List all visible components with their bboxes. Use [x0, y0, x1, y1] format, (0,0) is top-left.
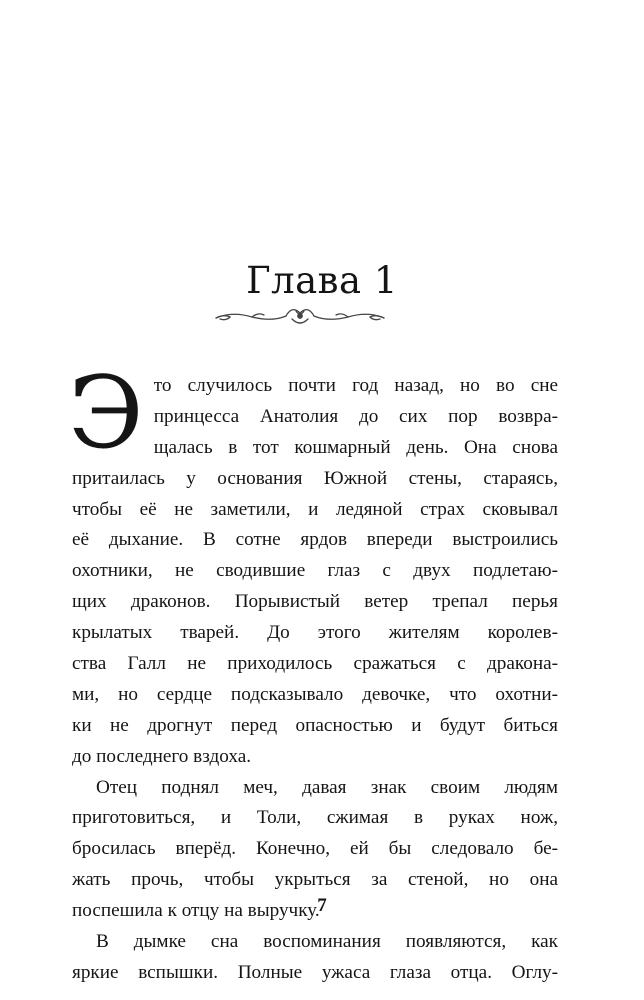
text-line: ства Галл не приходилось сражаться с драконa- — [72, 653, 558, 675]
text-line: то случилось почти год назад, но во сне — [153, 375, 558, 396]
text-line: В дымке сна воспоминания появляются, как — [96, 931, 558, 953]
text-line: бросилась вперёд. Конечно, ей бы следовало бе- — [72, 838, 558, 860]
text-line: поспешила к отцу на выручку. — [72, 900, 320, 922]
paragraph-3 — [72, 927, 558, 989]
text-line: принцесса Анатолия до сих пор возвра- — [153, 405, 558, 427]
text-line: её дыхание. В сотне ярдов впереди выстроились — [72, 529, 558, 551]
text-line: жать прочь, чтобы укрыться за стеной, но она — [72, 869, 558, 891]
ornamental-divider-icon — [212, 301, 388, 331]
text-line: щих драконов. Порывистый ветер трепал перья — [72, 591, 558, 613]
text-line: притаилась у основания Южной стены, стараясь, — [72, 467, 558, 489]
paragraph-1 — [68, 356, 558, 773]
text-line: до последнего вздоха. — [72, 745, 252, 767]
text-line: щалась в тот кошмарный день. Она снова — [153, 436, 558, 458]
chapter-title: Глава 1 — [246, 259, 398, 302]
drop-cap: Э — [68, 356, 144, 471]
text-line: яркие вспышки. Полные ужаса глаза отца. Оглу- — [72, 961, 558, 983]
text-line: чтобы её не заметили, и ледяной страх сковывал — [72, 498, 558, 520]
text-line: ми, но сердце подсказывало девочке, что охотни- — [72, 683, 558, 705]
text-line: охотники, не сводившие глаз с двух подлетаю- — [72, 560, 558, 582]
text-line: приготовиться, и Толи, сжимая в руках нож, — [72, 807, 558, 829]
text-line: Отец поднял меч, давая знак своим людям — [96, 776, 558, 798]
text-line: крылатых тварей. До этого жителям королев- — [72, 622, 558, 644]
page-number: 7 — [317, 895, 327, 916]
text-line: ки не дрогнут перед опасностью и будут биться — [72, 714, 558, 736]
